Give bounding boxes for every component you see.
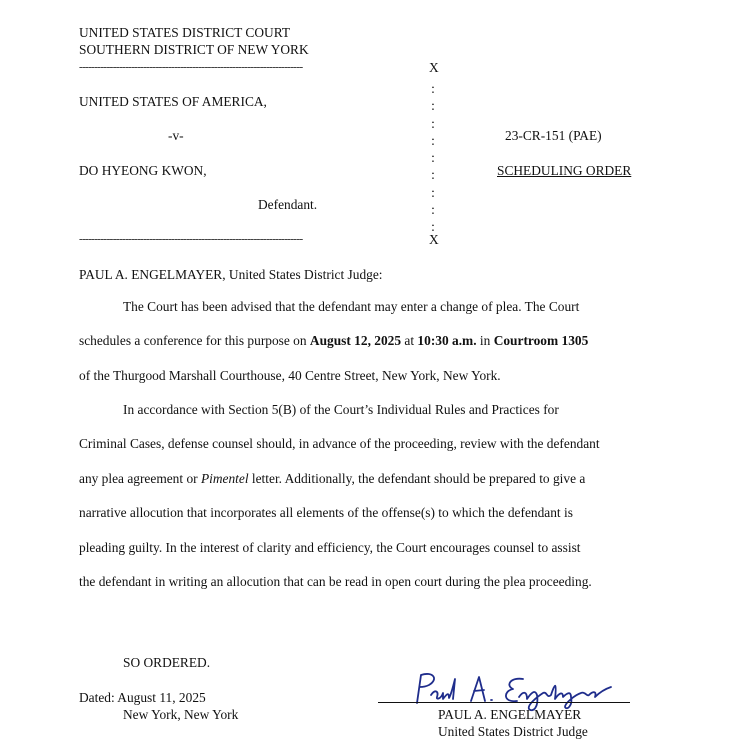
caption-bottom-dashes: ------------------------------------------------------------------------- [79, 233, 303, 245]
court-name-line2: SOUTHERN DISTRICT OF NEW YORK [79, 42, 309, 57]
paragraph-2-line-1: In accordance with Section 5(B) of the Court’s Individual Rules and Practices for [123, 402, 559, 417]
signer-title: United States District Judge [438, 724, 588, 739]
conference-date: August 12, 2025 [309, 333, 402, 348]
caption-top-dashes: ------------------------------------------------------------------------- [79, 61, 303, 73]
text-span: at [401, 333, 418, 348]
paragraph-1-line-2 [79, 333, 588, 349]
versus-label: -v- [168, 128, 184, 143]
paragraph-2-line-6: the defendant in writing an allocution that can be read in open court during the plea proceeding. [79, 574, 592, 589]
paragraph-2-line-2: Criminal Cases, defense counsel should, in advance of the proceeding, review with the defendant [79, 436, 600, 451]
case-number: 23-CR-151 (PAE) [505, 128, 602, 143]
pimentel-term: Pimentel [200, 471, 249, 486]
paragraph-1-line-3: of the Thurgood Marshall Courthouse, 40 Centre Street, New York, New York. [79, 368, 501, 383]
signer-name: PAUL A. ENGELMAYER [438, 707, 582, 722]
signature-line [378, 702, 630, 703]
paragraph-2-line-5: pleading guilty. In the interest of clarity and efficiency, the Court encourages counsel to assist [79, 540, 581, 555]
text-span: any plea agreement or [79, 471, 201, 486]
caption-colon: : [431, 81, 435, 96]
text-span: in [476, 333, 494, 348]
caption-colon: : [431, 115, 435, 131]
court-name-line1: UNITED STATES DISTRICT COURT [79, 25, 291, 40]
order-title: SCHEDULING ORDER [497, 163, 632, 178]
caption-colon: : [431, 219, 435, 235]
caption-bottom-x: X [429, 232, 439, 247]
caption-colon: : [431, 98, 435, 114]
conference-time: 10:30 a.m. [417, 333, 477, 348]
paragraph-2-line-3 [79, 471, 585, 487]
paragraph-1-line-1: The Court has been advised that the defendant may enter a change of plea. The Court [123, 299, 580, 314]
defendant-role: Defendant. [258, 197, 318, 212]
caption-colon: : [431, 150, 435, 166]
dated-location: New York, New York [123, 707, 239, 722]
plaintiff-name: UNITED STATES OF AMERICA, [79, 94, 267, 109]
paragraph-2-line-4: narrative allocution that incorporates all elements of the offense(s) to which the defendant is [79, 505, 573, 520]
caption-top-x: X [429, 60, 439, 75]
text-span: schedules a conference for this purpose on [79, 333, 310, 348]
caption-colon: : [431, 184, 435, 200]
defendant-name: DO HYEONG KWON, [79, 163, 207, 178]
caption-colon-column [429, 80, 437, 236]
judge-intro: PAUL A. ENGELMAYER, United States District Judge: [79, 267, 383, 282]
caption-colon: : [431, 132, 435, 148]
courtroom: Courtroom 1305 [493, 333, 589, 348]
text-span: letter. Additionally, the defendant should be prepared to give a [248, 471, 586, 486]
caption-colon: : [431, 167, 435, 183]
so-ordered: SO ORDERED. [123, 655, 211, 670]
caption-colon: : [431, 202, 435, 218]
dated-label: Dated: August 11, 2025 [79, 690, 206, 705]
